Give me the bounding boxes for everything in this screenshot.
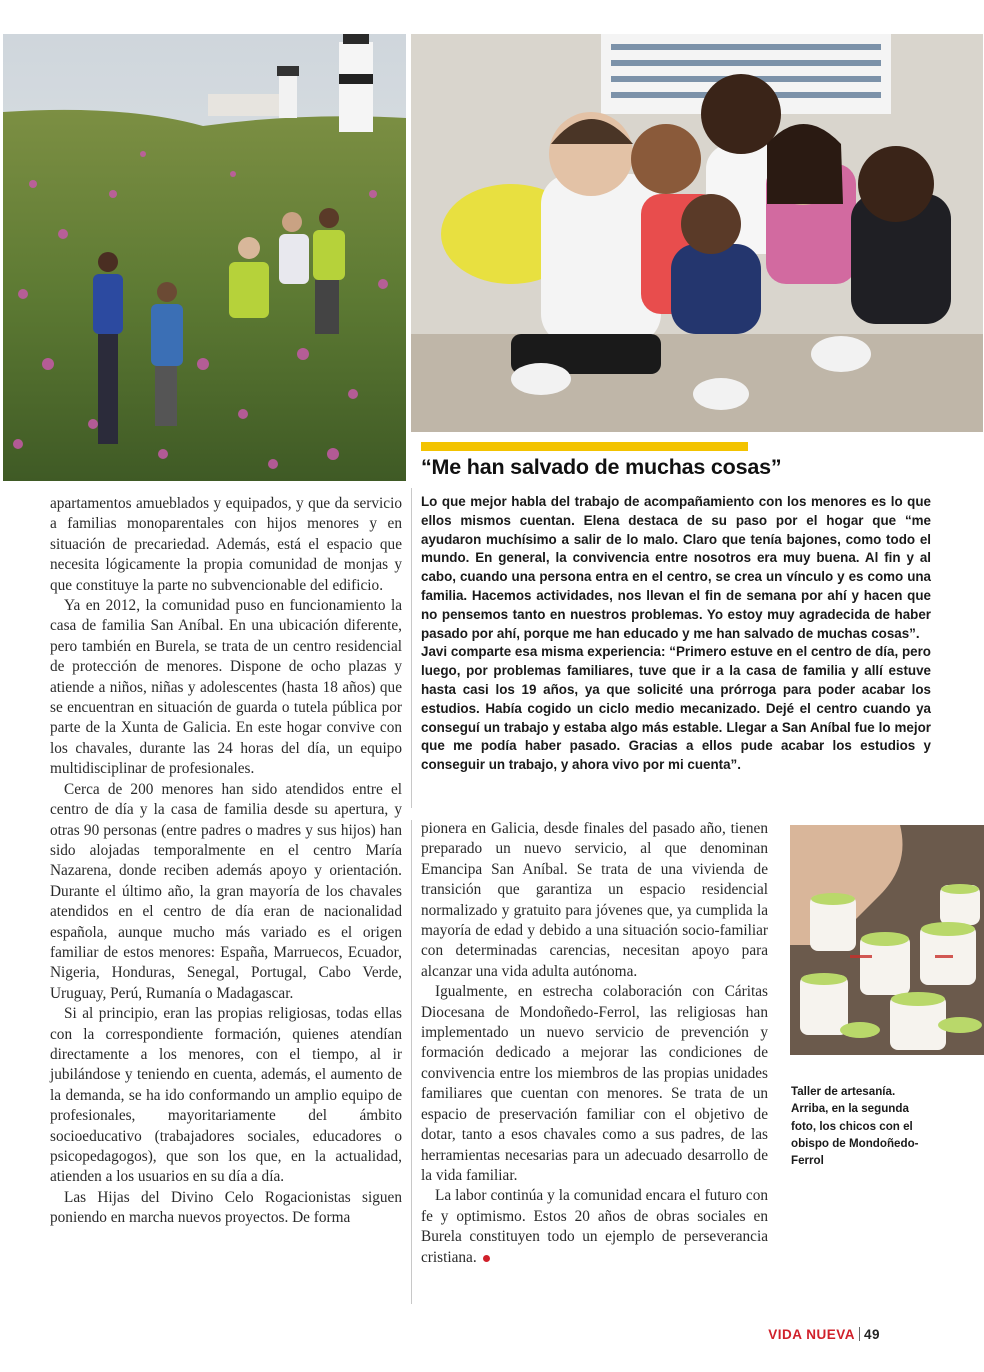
photo-craft-workshop — [790, 825, 984, 1055]
body-paragraph: Si al principio, eran las propias religiosas, todas ellas con la correspondiente formación, quienes atendían directamente a los menores, con el tiempo, al ir jubilándose y teniendo en cuenta, además, el aumento de la demanda, se ha ido conformando un amplio equipo de profesionales, mayoritariamente del ámbito socioeducativo (trabajadores sociales, educadores o psicopedagogos), que son los que, en la actualidad, atienden a los usuarios en su día a día. — [50, 1005, 402, 1186]
body-paragraph-final — [421, 1186, 768, 1268]
photo-caption: Taller de artesanía. Arriba, en la segunda foto, los chicos con el obispo de Mondoñedo-Ferrol — [791, 1085, 919, 1168]
final-text: La labor continúa y la comunidad encara el futuro con fe y optimismo. Estos 20 años de obras sociales en Burela constituyen todo un ejemplo de perseverancia cristiana. — [421, 1187, 768, 1266]
magazine-name: VIDA NUEVA — [768, 1327, 855, 1342]
page-number: 49 — [863, 1327, 880, 1342]
body-paragraph: pionera en Galicia, desde finales del pasado año, tienen preparado un nuevo servicio, al que denominan Emancipa San Aníbal. Se trata de una vivienda de transición que garantiza un espacio residencial normalizado y gratuito para jóvenes que, ya cumplida la mayoría de edad y debido a una situación socio-familiar con determinadas carencias, necesitan apoyo para alcanzar una vida adulta autónoma. — [421, 820, 768, 980]
photo-children-group — [411, 34, 983, 432]
column-divider-bottom — [411, 820, 412, 1304]
box-paragraph: Lo que mejor habla del trabajo de acompañamiento con los menores es lo que ellos mismos cuentan. Elena destaca de su paso por el hogar que “me ayudaron muchísimo a salir de lo malo. Claro que tenía bajones, como todo el mundo. En general, la convivencia entre nosotros era muy buena. Al fin y al cabo, cuando una persona entra en el centro, se crea un vínculo y es como una familia. Hacemos actividades, nos llevan el fin de semana por ahí y hacen que no pensemos tanto en nuestros problemas. Yo estoy muy agradecida de haber pasado por ahí, porque me han educado y me han salvado de muchas cosas”. — [421, 494, 931, 641]
right-column — [421, 819, 768, 1268]
end-mark-icon — [483, 1255, 490, 1262]
box-accent-rule — [421, 442, 748, 451]
body-paragraph: apartamentos amueblados y equipados, y que da servicio a familias monoparentales con hijos menores y en situación de precariedad. Además, está el espacio que necesita lógicamente la propia comunidad de monjas y que constituye la parte no subvencionable del edificio. — [50, 495, 402, 594]
column-divider-top — [411, 488, 412, 808]
body-paragraph: Cerca de 200 menores han sido atendidos entre el centro de día y la casa de familia desde su apertura, y otras 90 personas (entre padres o madres y sus hijos) han sido alojadas temporalmente en el centro María Nazarena, donde reciben además apoyo y orientación. Durante el último año, la gran mayoría de los chavales atendidos en el centro de día eran de nacionalidad española, aunque mucho más variado es el origen familiar de estos menores: España, Marruecos, Ecuador, Nigeria, Honduras, Senegal, Portugal, Cabo Verde, Uruguay, Perú, Rumanía o Madagascar. — [50, 780, 402, 1002]
page-footer — [768, 1327, 880, 1342]
box-title: “Me han salvado de muchas cosas” — [421, 455, 782, 479]
box-paragraph: Javi comparte esa misma experiencia: “Primero estuve en el centro de día, pero luego, por problemas familiares, tuve que ir a la casa de familia y allí estuve hasta casi los 19 años, ya que solicité una prórroga para poder acabar los estudios. Había cogido un ciclo medio mecanizado. Dejé el centro cuando ya conseguí un trabajo y estaba algo más estable. Llegar a San Aníbal fue lo mejor que me podía haber pasado. Gracias a ellos pude acabar los estudios y conseguir un trabajo, y ahora vivo por mi cuenta”. — [421, 644, 931, 773]
box-text — [421, 493, 931, 775]
footer-separator — [859, 1327, 860, 1341]
left-column — [50, 494, 402, 1229]
body-paragraph: Ya en 2012, la comunidad puso en funcionamiento la casa de familia San Aníbal. En una ubicación diferente, pero también en Burela, se trata de un centro residencial de protección de menores. Dispone de ocho plazas y atiende a niños, niñas y adolescentes (hasta 18 años) que se encuentran en situación de guarda o tutela pública por parte de la Xunta de Galicia. En este hogar convive con los chavales, durante las 24 horas del día, un equipo multidisciplinar de profesionales. — [50, 597, 402, 778]
body-paragraph: Igualmente, en estrecha colaboración con Cáritas Diocesana de Mondoñedo-Ferrol, las religiosas han implementado un nuevo servicio de prevención y formación dedicado a mejorar las condiciones de convivencia entre los miembros de las propias unidades familiares que cuentan con menores. Se trata de un espacio de preservación familiar con el objetivo de dotar, tanto a esos chavales como a sus padres, de las herramientas necesarias para un adecuado desarrollo de la vida familiar. — [421, 983, 768, 1184]
body-paragraph: Las Hijas del Divino Celo Rogacionistas siguen poniendo en marcha nuevos proyectos. De forma — [50, 1188, 402, 1227]
photo-hillside-children — [3, 34, 406, 481]
